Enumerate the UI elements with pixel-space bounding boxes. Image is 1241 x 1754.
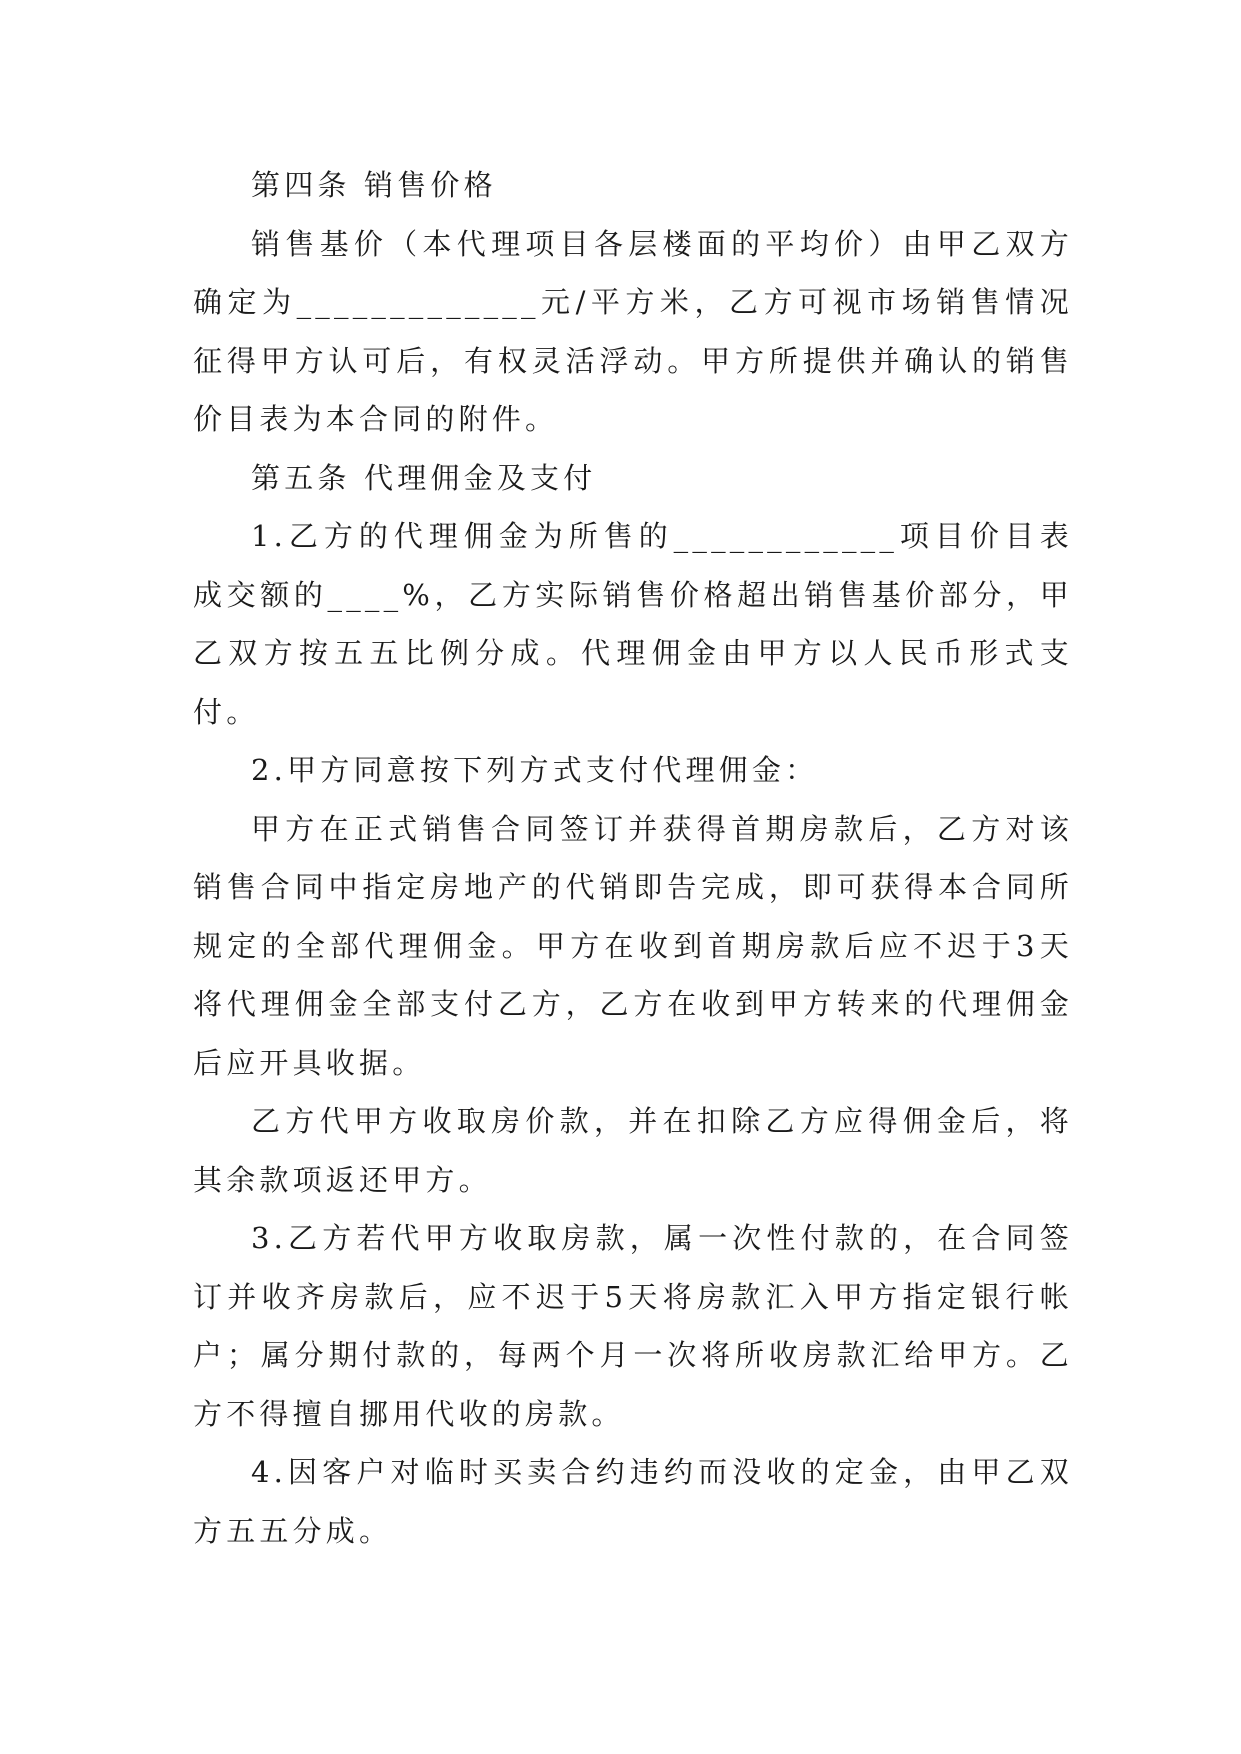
- paragraph-sales-base-price: 销售基价（本代理项目各层楼面的平均价）由甲乙双方确定为_____________元/平方米，乙方可视市场销售情况征得甲方认可后，有权灵活浮动。甲方所提供并确认的销售价目表为本合同的附件。: [193, 226, 1073, 436]
- document-body: [193, 156, 1073, 1560]
- paragraph-collected-payments: 3.乙方若代甲方收取房款，属一次性付款的，在合同签订并收齐房款后，应不迟于5天将房款汇入甲方指定银行帐户；属分期付款的，每两个月一次将所收房款汇给甲方。乙方不得擅自挪用代收的房款。: [193, 1221, 1073, 1431]
- article-4-heading: 第四条 销售价格: [251, 168, 497, 202]
- paragraph-payment-details: 甲方在正式销售合同签订并获得首期房款后，乙方对该销售合同中指定房地产的代销即告完成，即可获得本合同所规定的全部代理佣金。甲方在收到首期房款后应不迟于3天将代理佣金全部支付乙方，乙方在收到甲方转来的代理佣金后应开具收据。: [193, 811, 1073, 1080]
- paragraph-commission-rate: 1.乙方的代理佣金为所售的____________项目价目表成交额的____%，乙方实际销售价格超出销售基价部分，甲乙双方按五五比例分成。代理佣金由甲方以人民币形式支付。: [193, 519, 1073, 729]
- paragraph-remaining-funds: 乙方代甲方收取房价款，并在扣除乙方应得佣金后，将其余款项返还甲方。: [193, 1104, 1073, 1197]
- article-5-heading: 第五条 代理佣金及支付: [251, 460, 597, 495]
- paragraph-payment-method: 2.甲方同意按下列方式支付代理佣金：: [251, 753, 819, 787]
- paragraph-forfeited-deposit: 4.因客户对临时买卖合约违约而没收的定金，由甲乙双方五五分成。: [193, 1455, 1073, 1548]
